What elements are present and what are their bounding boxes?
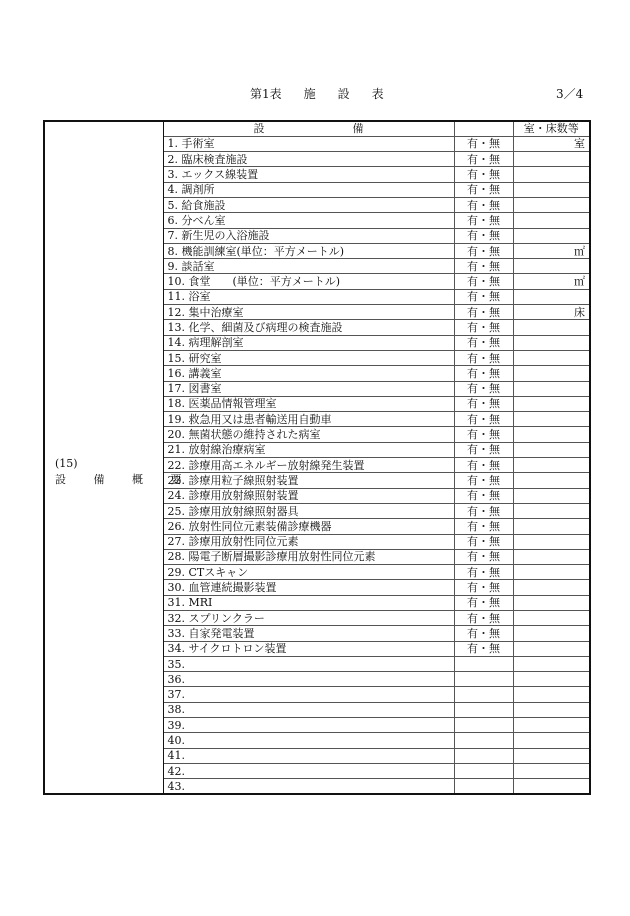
presence-cell[interactable]: 有・無 (454, 626, 513, 641)
equipment-cell: 28. 陽電子断層撮影診療用放射性同位元素 (163, 549, 454, 564)
presence-cell[interactable] (454, 718, 513, 733)
count-cell[interactable] (513, 656, 590, 671)
presence-cell[interactable]: 有・無 (454, 366, 513, 381)
presence-cell[interactable] (454, 656, 513, 671)
count-cell[interactable] (513, 167, 590, 182)
equipment-cell: 40. (163, 733, 454, 748)
presence-cell[interactable]: 有・無 (454, 136, 513, 151)
presence-cell[interactable] (454, 748, 513, 763)
equipment-cell: 6. 分べん室 (163, 213, 454, 228)
count-cell[interactable] (513, 366, 590, 381)
count-cell[interactable] (513, 748, 590, 763)
presence-cell[interactable]: 有・無 (454, 350, 513, 365)
presence-cell[interactable]: 有・無 (454, 289, 513, 304)
presence-cell[interactable]: 有・無 (454, 442, 513, 457)
equipment-cell: 9. 談話室 (163, 259, 454, 274)
count-cell[interactable] (513, 473, 590, 488)
count-cell[interactable] (513, 228, 590, 243)
presence-cell[interactable]: 有・無 (454, 396, 513, 411)
presence-cell[interactable]: 有・無 (454, 152, 513, 167)
title-part: 施 (303, 87, 316, 101)
presence-cell[interactable]: 有・無 (454, 549, 513, 564)
facility-table (43, 120, 591, 795)
count-cell[interactable] (513, 503, 590, 518)
equipment-cell: 7. 新生児の入浴施設 (163, 228, 454, 243)
presence-cell[interactable]: 有・無 (454, 381, 513, 396)
presence-cell[interactable] (454, 779, 513, 794)
presence-cell[interactable]: 有・無 (454, 182, 513, 197)
equipment-cell: 41. (163, 748, 454, 763)
equipment-cell: 18. 医薬品情報管理室 (163, 396, 454, 411)
count-cell[interactable] (513, 182, 590, 197)
count-cell[interactable] (513, 152, 590, 167)
presence-cell[interactable]: 有・無 (454, 213, 513, 228)
yn-header (454, 121, 513, 136)
equipment-cell: 26. 放射性同位元素装備診療機器 (163, 519, 454, 534)
presence-cell[interactable]: 有・無 (454, 611, 513, 626)
count-cell[interactable] (513, 396, 590, 411)
equipment-cell: 19. 救急用又は患者輸送用自動車 (163, 412, 454, 427)
equipment-cell: 21. 放射線治療病室 (163, 442, 454, 457)
presence-cell[interactable]: 有・無 (454, 197, 513, 212)
page-title (250, 85, 406, 102)
section-label: 設 備 概 要 (55, 472, 194, 486)
count-cell[interactable] (513, 549, 590, 564)
equipment-cell: 42. (163, 763, 454, 778)
count-cell[interactable] (513, 442, 590, 457)
equipment-cell: 8. 機能訓練室(単位：平方メートル) (163, 243, 454, 258)
presence-cell[interactable]: 有・無 (454, 641, 513, 656)
equipment-cell: 14. 病理解剖室 (163, 335, 454, 350)
equipment-cell: 4. 調剤所 (163, 182, 454, 197)
count-cell[interactable] (513, 626, 590, 641)
presence-cell[interactable]: 有・無 (454, 335, 513, 350)
presence-cell[interactable]: 有・無 (454, 259, 513, 274)
count-cell[interactable]: ㎡ (513, 243, 590, 258)
equipment-cell: 34. サイクロトロン装置 (163, 641, 454, 656)
presence-cell[interactable] (454, 672, 513, 687)
equipment-cell: 20. 無菌状態の維持された病室 (163, 427, 454, 442)
count-cell[interactable] (513, 687, 590, 702)
equipment-cell: 12. 集中治療室 (163, 305, 454, 320)
count-cell[interactable] (513, 213, 590, 228)
count-cell[interactable] (513, 259, 590, 274)
presence-cell[interactable]: 有・無 (454, 412, 513, 427)
count-cell[interactable] (513, 641, 590, 656)
section-number: (15) (55, 456, 78, 470)
equipment-cell: 2. 臨床検査施設 (163, 152, 454, 167)
presence-cell[interactable] (454, 733, 513, 748)
equipment-cell: 23. 診療用粒子線照射装置 (163, 473, 454, 488)
count-cell[interactable] (513, 197, 590, 212)
count-cell[interactable] (513, 580, 590, 595)
equipment-cell: 30. 血管連続撮影装置 (163, 580, 454, 595)
equipment-cell: 27. 診療用放射性同位元素 (163, 534, 454, 549)
count-cell[interactable] (513, 427, 590, 442)
count-cell[interactable] (513, 702, 590, 717)
title-part: 表 (371, 87, 384, 101)
equipment-cell: 38. (163, 702, 454, 717)
count-cell[interactable] (513, 534, 590, 549)
page-number: 3／4 (556, 87, 584, 101)
equipment-cell: 31. MRI (163, 595, 454, 610)
count-cell[interactable] (513, 718, 590, 733)
count-cell[interactable] (513, 595, 590, 610)
presence-cell[interactable]: 有・無 (454, 580, 513, 595)
presence-cell[interactable]: 有・無 (454, 488, 513, 503)
equipment-cell: 29. CTスキャン (163, 565, 454, 580)
presence-cell[interactable]: 有・無 (454, 595, 513, 610)
count-cell[interactable] (513, 289, 590, 304)
equipment-header: 設 備 (163, 121, 454, 136)
presence-cell[interactable]: 有・無 (454, 167, 513, 182)
equipment-cell: 35. (163, 656, 454, 671)
title-part: 第1表 (250, 87, 282, 101)
count-cell[interactable] (513, 381, 590, 396)
count-cell[interactable] (513, 320, 590, 335)
count-cell[interactable] (513, 519, 590, 534)
equipment-cell: 5. 給食施設 (163, 197, 454, 212)
header-row (44, 121, 590, 136)
presence-cell[interactable]: 有・無 (454, 519, 513, 534)
count-cell[interactable] (513, 488, 590, 503)
equipment-cell: 33. 自家発電装置 (163, 626, 454, 641)
presence-cell[interactable]: 有・無 (454, 534, 513, 549)
count-cell[interactable] (513, 733, 590, 748)
count-cell[interactable]: ㎡ (513, 274, 590, 289)
equipment-cell: 39. (163, 718, 454, 733)
count-cell[interactable] (513, 350, 590, 365)
presence-cell[interactable]: 有・無 (454, 228, 513, 243)
count-cell[interactable] (513, 779, 590, 794)
presence-cell[interactable]: 有・無 (454, 320, 513, 335)
presence-cell[interactable]: 有・無 (454, 503, 513, 518)
presence-cell[interactable]: 有・無 (454, 243, 513, 258)
equipment-cell: 16. 講義室 (163, 366, 454, 381)
equipment-cell: 11. 浴室 (163, 289, 454, 304)
presence-cell[interactable]: 有・無 (454, 427, 513, 442)
presence-cell[interactable] (454, 763, 513, 778)
count-cell[interactable]: 床 (513, 305, 590, 320)
count-cell[interactable] (513, 412, 590, 427)
count-cell[interactable] (513, 458, 590, 473)
count-cell[interactable] (513, 335, 590, 350)
presence-cell[interactable]: 有・無 (454, 458, 513, 473)
equipment-cell: 24. 診療用放射線照射装置 (163, 488, 454, 503)
equipment-cell: 13. 化学、細菌及び病理の検査施設 (163, 320, 454, 335)
equipment-cell: 10. 食堂 (単位：平方メートル) (163, 274, 454, 289)
count-cell[interactable] (513, 565, 590, 580)
presence-cell[interactable]: 有・無 (454, 473, 513, 488)
equipment-cell: 32. スプリンクラー (163, 611, 454, 626)
equipment-cell: 43. (163, 779, 454, 794)
presence-cell[interactable]: 有・無 (454, 305, 513, 320)
equipment-cell: 22. 診療用高エネルギー放射線発生装置 (163, 458, 454, 473)
equipment-cell: 15. 研究室 (163, 350, 454, 365)
count-header: 室・床数等 (513, 121, 590, 136)
equipment-cell: 1. 手術室 (163, 136, 454, 151)
equipment-cell: 36. (163, 672, 454, 687)
equipment-cell: 25. 診療用放射線照射器具 (163, 503, 454, 518)
count-cell[interactable]: 室 (513, 136, 590, 151)
equipment-cell: 3. エックス線装置 (163, 167, 454, 182)
count-cell[interactable] (513, 763, 590, 778)
presence-cell[interactable]: 有・無 (454, 565, 513, 580)
presence-cell[interactable] (454, 702, 513, 717)
title-part: 設 (337, 87, 350, 101)
count-cell[interactable] (513, 611, 590, 626)
presence-cell[interactable] (454, 687, 513, 702)
count-cell[interactable] (513, 672, 590, 687)
equipment-cell: 17. 図書室 (163, 381, 454, 396)
presence-cell[interactable]: 有・無 (454, 274, 513, 289)
equipment-cell: 37. (163, 687, 454, 702)
